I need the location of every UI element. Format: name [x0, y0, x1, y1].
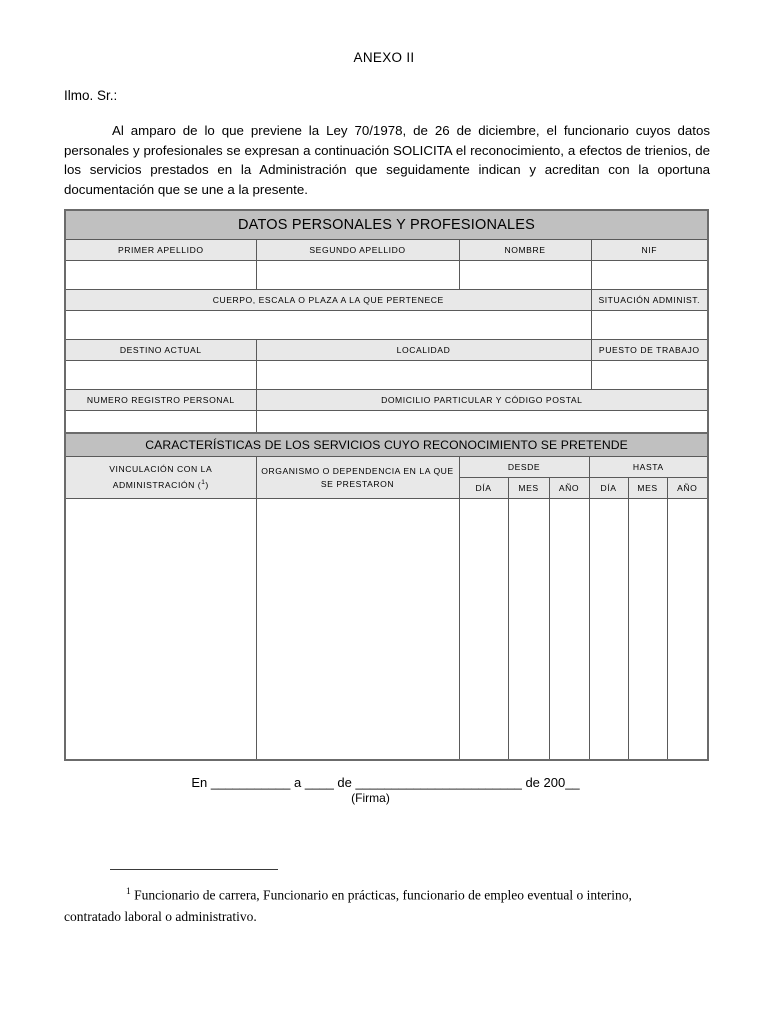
header-organismo-line1: ORGANISMO O DEPENDENCIA EN LA QUE: [261, 465, 454, 476]
footnote-marker-icon: 1: [201, 479, 206, 487]
header-numero-registro-personal: NUMERO REGISTRO PERSONAL: [65, 390, 256, 411]
header-destino-actual: DESTINO ACTUAL: [65, 340, 256, 361]
header-cuerpo-escala: CUERPO, ESCALA O PLAZA A LA QUE PERTENECE: [65, 290, 591, 311]
signature-en-label: En: [191, 775, 208, 790]
field-desde-ano[interactable]: [549, 499, 589, 761]
table-row: [65, 433, 708, 457]
field-nombre[interactable]: [459, 261, 591, 290]
servicios-banner: CARACTERÍSTICAS DE LOS SERVICIOS CUYO RECONOCIMIENTO SE PRETENDE: [65, 433, 708, 457]
field-situacion-administrativa[interactable]: [591, 311, 708, 340]
header-localidad: LOCALIDAD: [256, 340, 591, 361]
table-row: [65, 311, 708, 340]
field-vinculacion-administracion[interactable]: [65, 499, 256, 761]
header-desde-mes: MES: [508, 478, 549, 499]
salutation-text: Ilmo. Sr.:: [64, 88, 118, 103]
table-row: [65, 390, 708, 411]
header-primer-apellido: PRIMER APELLIDO: [65, 240, 256, 261]
field-desde-dia[interactable]: [459, 499, 508, 761]
footnote-separator: [110, 869, 278, 870]
header-nombre: NOMBRE: [459, 240, 591, 261]
table-row: [65, 340, 708, 361]
intro-paragraph: Al amparo de lo que previene la Ley 70/1978, de 26 de diciembre, el funcionario cuyos datos personales y profesionales se expresan a continuación SOLICITA el reconocimiento, a efectos de trienios, de los servicios prestados en la Administración que seguidamente indican y acreditan con la oportuna documentación que se une a la presente.: [64, 123, 710, 197]
firma-label-wrapper: [64, 791, 707, 805]
signature-month-blank[interactable]: _______________________: [355, 775, 522, 790]
header-vinculacion-close: ): [205, 479, 209, 490]
header-desde-ano: AÑO: [549, 478, 589, 499]
table-row: [65, 210, 708, 240]
personal-banner: DATOS PERSONALES Y PROFESIONALES: [65, 210, 708, 240]
header-organismo-dependencia: [256, 457, 459, 499]
field-hasta-mes[interactable]: [628, 499, 667, 761]
header-desde-dia: DÍA: [459, 478, 508, 499]
signature-date-line: [64, 775, 707, 790]
servicios-table: [64, 432, 709, 761]
header-organismo-line2: SE PRESTARON: [320, 478, 395, 489]
field-segundo-apellido[interactable]: [256, 261, 459, 290]
page-title: ANEXO II: [353, 50, 415, 65]
footnote-text: [64, 882, 664, 927]
field-destino-actual[interactable]: [65, 361, 256, 390]
table-row: [65, 240, 708, 261]
field-nif[interactable]: [591, 261, 708, 290]
header-puesto-trabajo: PUESTO DE TRABAJO: [591, 340, 708, 361]
table-row: [65, 261, 708, 290]
field-hasta-ano[interactable]: [667, 499, 708, 761]
field-cuerpo-escala[interactable]: [65, 311, 591, 340]
table-row: [65, 290, 708, 311]
firma-label: (Firma): [351, 791, 390, 805]
signature-year-label: de 200__: [525, 775, 580, 790]
field-primer-apellido[interactable]: [65, 261, 256, 290]
table-row: [65, 499, 708, 761]
header-situacion-administrativa: SITUACIÓN ADMINIST.: [591, 290, 708, 311]
table-row: [65, 361, 708, 390]
personal-data-table: [64, 209, 709, 441]
field-hasta-dia[interactable]: [589, 499, 628, 761]
footnote-body: Funcionario de carrera, Funcionario en prácticas, funcionario de empleo eventual o interino, contratado laboral o administrativo.: [64, 887, 632, 924]
signature-place-blank[interactable]: ___________: [210, 775, 291, 790]
header-group-hasta: HASTA: [589, 457, 708, 478]
header-vinculacion-line1: VINCULACIÓN CON LA: [109, 464, 213, 475]
header-hasta-ano: AÑO: [667, 478, 708, 499]
signature-day-blank[interactable]: ____: [304, 775, 334, 790]
header-hasta-dia: DÍA: [589, 478, 628, 499]
header-vinculacion-line2: ADMINISTRACIÓN (: [112, 479, 202, 490]
signature-a-label: a: [294, 775, 302, 790]
signature-de-label-1: de: [337, 775, 352, 790]
header-segundo-apellido: SEGUNDO APELLIDO: [256, 240, 459, 261]
field-desde-mes[interactable]: [508, 499, 549, 761]
field-organismo-dependencia[interactable]: [256, 499, 459, 761]
table-row: [65, 457, 708, 478]
field-puesto-trabajo[interactable]: [591, 361, 708, 390]
header-group-desde: DESDE: [459, 457, 589, 478]
header-nif: NIF: [591, 240, 708, 261]
field-localidad[interactable]: [256, 361, 591, 390]
header-vinculacion-administracion: [65, 457, 256, 499]
header-hasta-mes: MES: [628, 478, 667, 499]
footnote-number: 1: [126, 887, 131, 897]
header-domicilio-particular: DOMICILIO PARTICULAR Y CÓDIGO POSTAL: [256, 390, 708, 411]
